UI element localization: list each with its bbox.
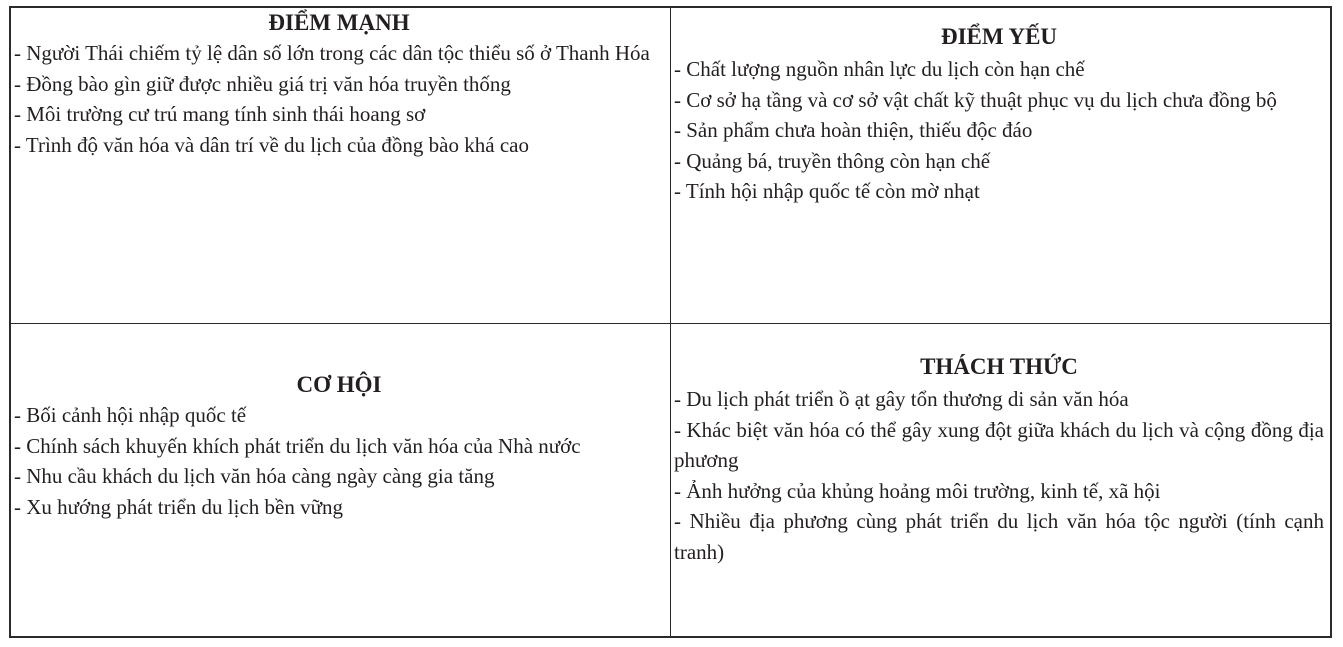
opportunities-heading: CƠ HỘI [296, 372, 382, 397]
strengths-heading: ĐIỂM MẠNH [268, 10, 410, 35]
strengths-cell [11, 8, 671, 324]
weaknesses-heading: ĐIỂM YẾU [940, 24, 1058, 49]
strength-item: - Đồng bào gìn giữ được nhiều giá trị văn hóa truyền thống [14, 71, 511, 96]
weakness-item: - Chất lượng nguồn nhân lực du lịch còn hạn chế [674, 57, 1085, 81]
strengths-list [14, 38, 664, 160]
threats-list [674, 384, 1324, 567]
opportunity-item: - Nhu cầu khách du lịch văn hóa càng ngày càng gia tăng [14, 464, 495, 488]
opportunity-item: - Bối cảnh hội nhập quốc tế [14, 403, 247, 427]
threat-item: - Khác biệt văn hóa có thể gây xung đột giữa khách du lịch và cộng đồng địa phương [674, 417, 1324, 472]
strength-item: - Trình độ văn hóa và dân trí về du lịch của đồng bào khá cao [14, 132, 529, 157]
weakness-item: - Quảng bá, truyền thông còn hạn chế [674, 148, 991, 173]
threats-heading: THÁCH THỨC [920, 354, 1078, 379]
swot-table [9, 6, 1332, 638]
weakness-item: - Sản phẩm chưa hoàn thiện, thiếu độc đáo [674, 118, 1033, 142]
weaknesses-cell [671, 8, 1330, 324]
threat-item: - Nhiều địa phương cùng phát triển du lịch văn hóa tộc người (tính cạnh tranh) [674, 509, 1324, 564]
strength-item: - Người Thái chiếm tỷ lệ dân số lớn trong các dân tộc thiểu số ở Thanh Hóa [14, 41, 650, 65]
opportunity-item: - Chính sách khuyến khích phát triển du lịch văn hóa của Nhà nước [14, 433, 581, 458]
opportunity-item: - Xu hướng phát triển du lịch bền vững [14, 494, 343, 519]
opportunities-cell [11, 324, 671, 636]
weaknesses-list [674, 54, 1324, 207]
threat-item: - Ảnh hưởng của khủng hoảng môi trường, kinh tế, xã hội [674, 478, 1161, 503]
strength-item: - Môi trường cư trú mang tính sinh thái hoang sơ [14, 102, 426, 126]
opportunities-list [14, 400, 664, 522]
threats-cell [671, 324, 1330, 636]
weakness-item: - Cơ sở hạ tầng và cơ sở vật chất kỹ thuật phục vụ du lịch chưa đồng bộ [674, 87, 1277, 112]
threat-item: - Du lịch phát triển ồ ạt gây tổn thương di sản văn hóa [674, 387, 1129, 411]
weakness-item: - Tính hội nhập quốc tế còn mờ nhạt [674, 179, 980, 203]
